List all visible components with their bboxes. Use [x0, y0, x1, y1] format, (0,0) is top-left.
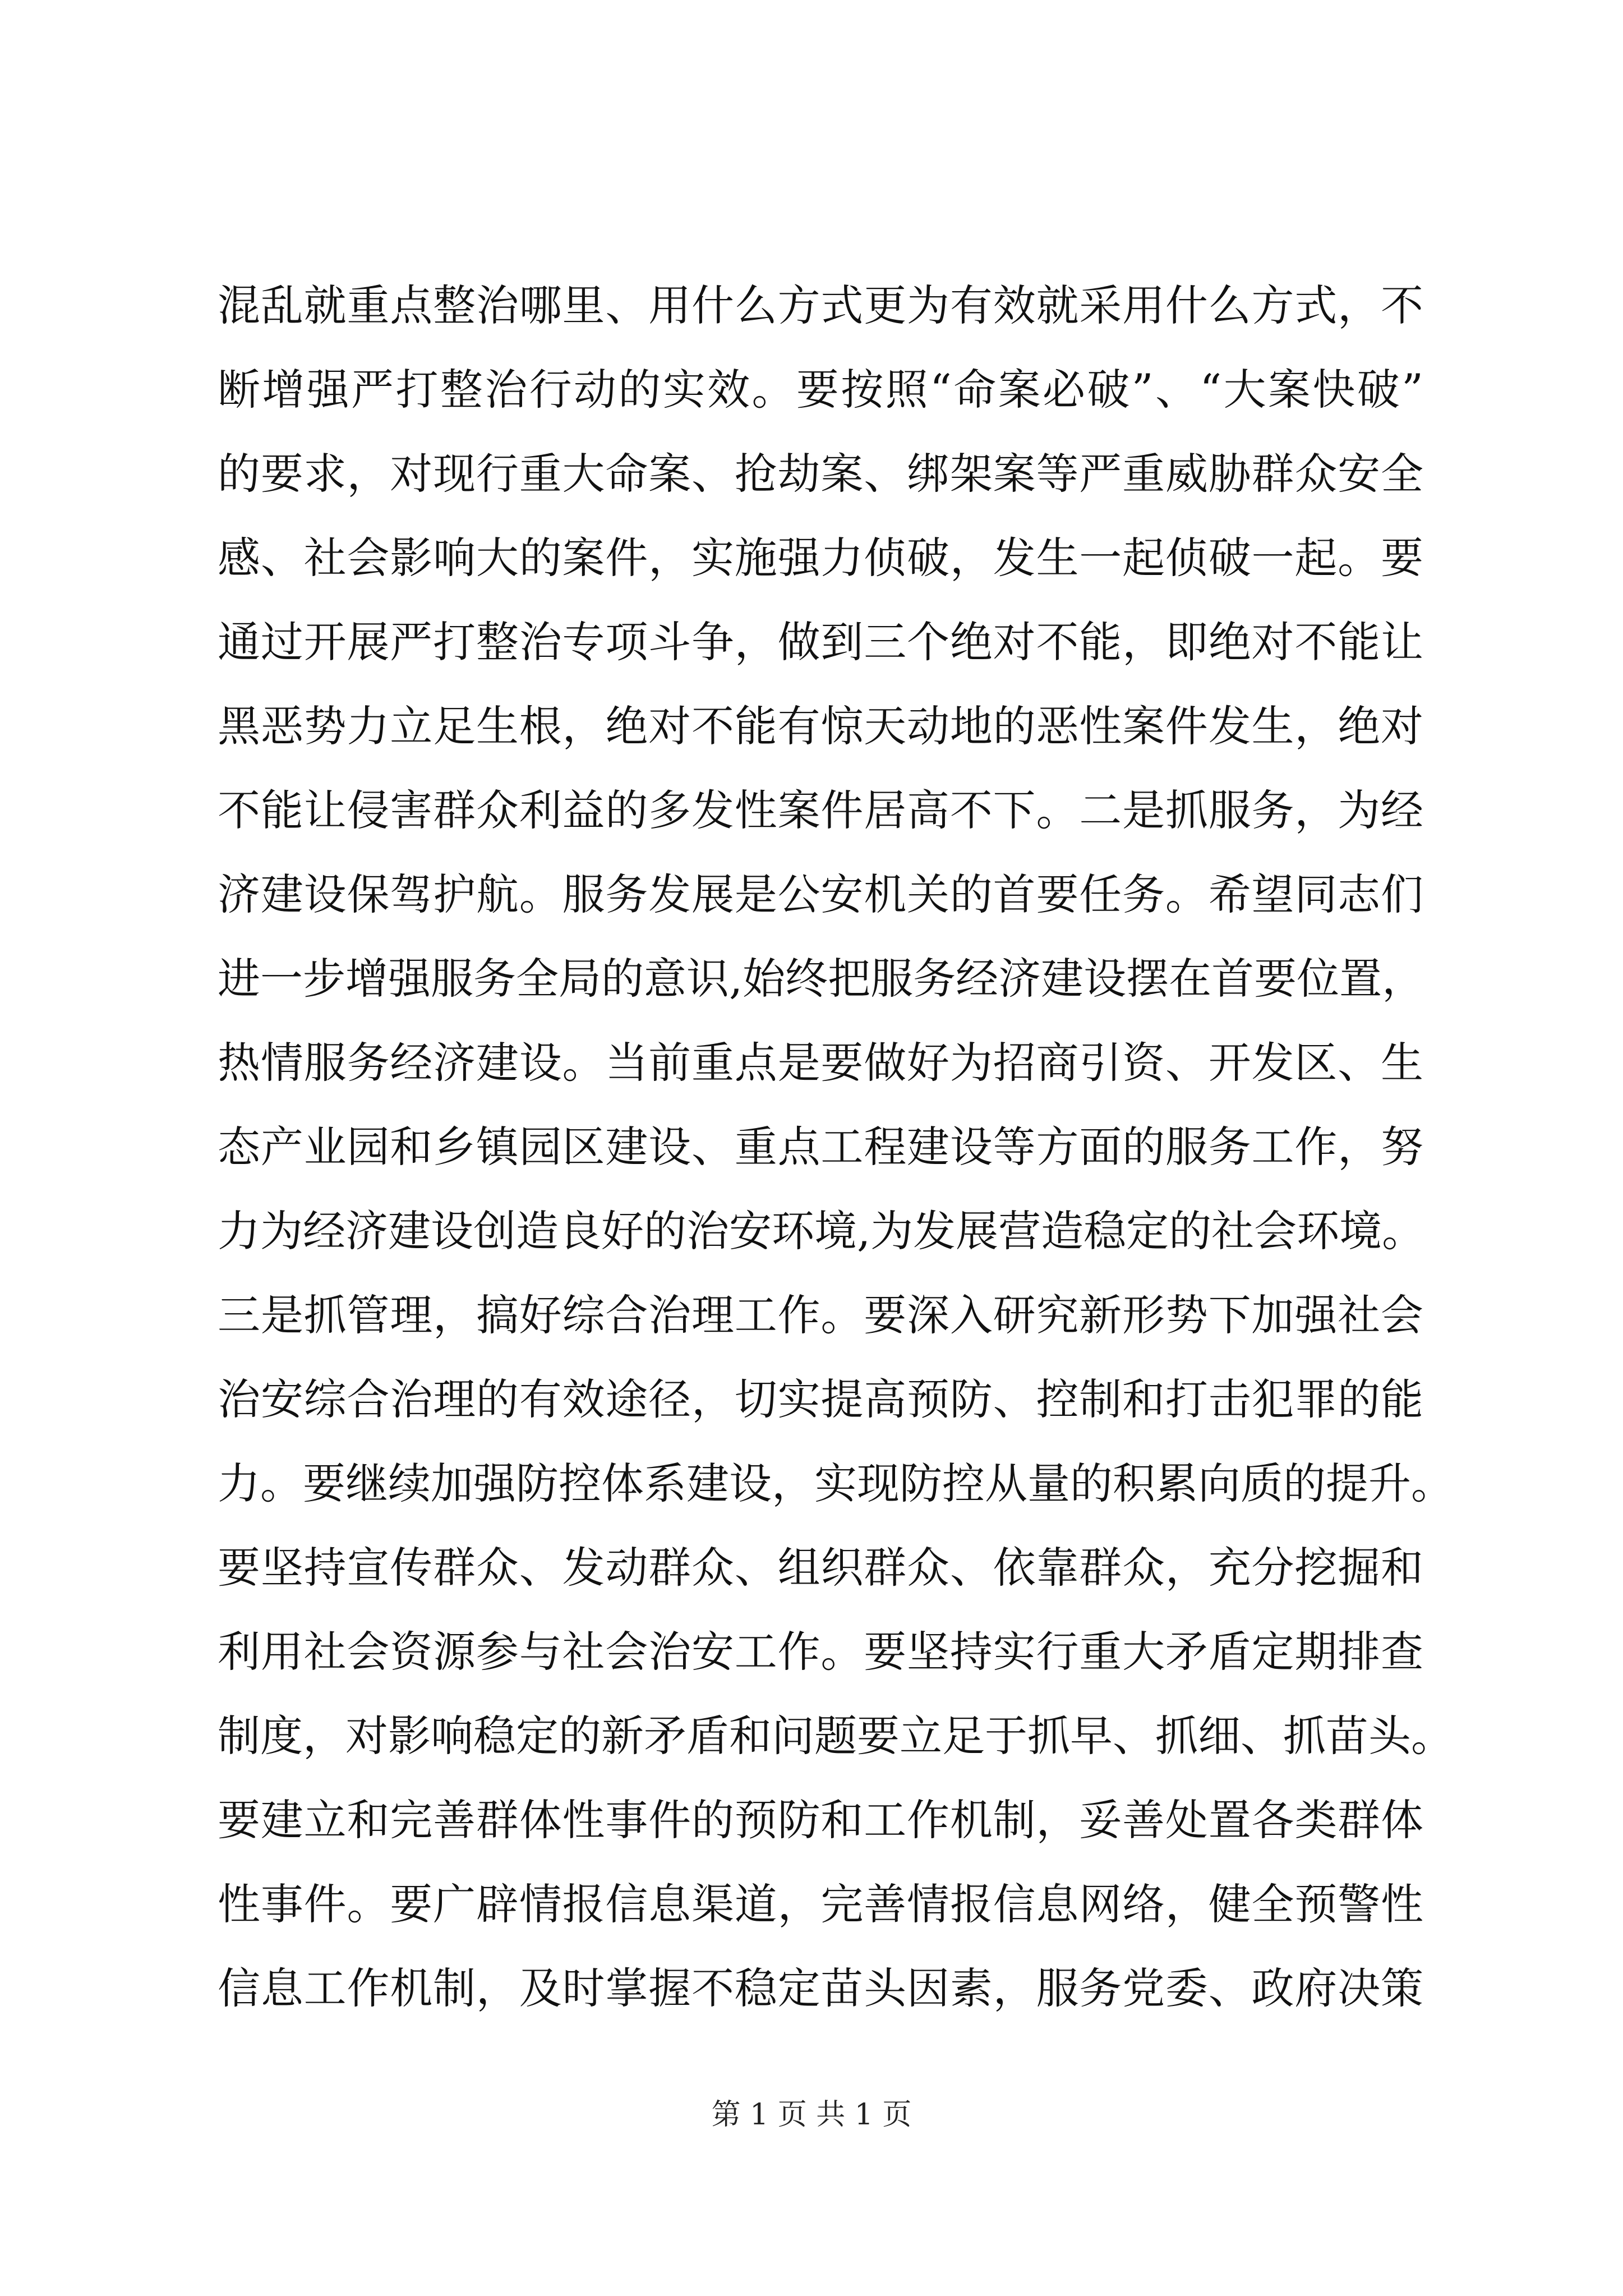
- text-line: 进一步增强服务全局的意识,始终把服务经济建设摆在首要位置，: [218, 954, 1425, 1004]
- text-line: 济建设保驾护航。服务发展是公安机关的首要任务。希望同志们: [218, 869, 1423, 919]
- text-line: 治安综合治理的有效途径，切实提高预防、控制和打击犯罪的能: [218, 1374, 1423, 1424]
- text-line: 混乱就重点整治哪里、用什么方式更为有效就采用什么方式，不: [218, 280, 1423, 330]
- text-line: 要建立和完善群体性事件的预防和工作机制，妥善处置各类群体: [218, 1795, 1423, 1845]
- text-line: 力。要继续加强防控体系建设，实现防控从量的积累向质的提升。: [218, 1458, 1454, 1508]
- text-line: 态产业园和乡镇园区建设、重点工程建设等方面的服务工作，努: [218, 1122, 1423, 1172]
- text-line: 断增强严打整治行动的实效。要按照“命案必破”、“大案快破”: [218, 365, 1423, 415]
- text-line: 利用社会资源参与社会治安工作。要坚持实行重大矛盾定期排查: [218, 1627, 1423, 1677]
- text-line: 力为经济建设创造良好的治安环境,为发展营造稳定的社会环境。: [218, 1206, 1425, 1256]
- text-line: 的要求，对现行重大命案、抢劫案、绑架案等严重威胁群众安全: [218, 449, 1423, 499]
- text-line: 不能让侵害群众利益的多发性案件居高不下。二是抓服务，为经: [218, 785, 1423, 835]
- text-line: 信息工作机制，及时掌握不稳定苗头因素，服务党委、政府决策: [218, 1963, 1423, 2013]
- text-line: 性事件。要广辟情报信息渠道，完善情报信息网络，健全预警性: [218, 1879, 1423, 1929]
- text-line: 三是抓管理，搞好综合治理工作。要深入研究新形势下加强社会: [218, 1290, 1423, 1340]
- text-line: 热情服务经济建设。当前重点是要做好为招商引资、开发区、生: [218, 1038, 1423, 1088]
- body-text: [218, 264, 1454, 2031]
- text-line: 制度，对影响稳定的新矛盾和问题要立足于抓早、抓细、抓苗头。: [218, 1711, 1454, 1761]
- text-line: 黑恶势力立足生根，绝对不能有惊天动地的恶性案件发生，绝对: [218, 701, 1423, 751]
- text-line: 要坚持宣传群众、发动群众、组织群众、依靠群众，充分挖掘和: [218, 1543, 1423, 1593]
- text-line: 感、社会影响大的案件，实施强力侦破，发生一起侦破一起。要: [218, 533, 1423, 583]
- text-line: 通过开展严打整治专项斗争，做到三个绝对不能，即绝对不能让: [218, 617, 1423, 667]
- page-footer: 第 1 页 共 1 页: [711, 2098, 912, 2132]
